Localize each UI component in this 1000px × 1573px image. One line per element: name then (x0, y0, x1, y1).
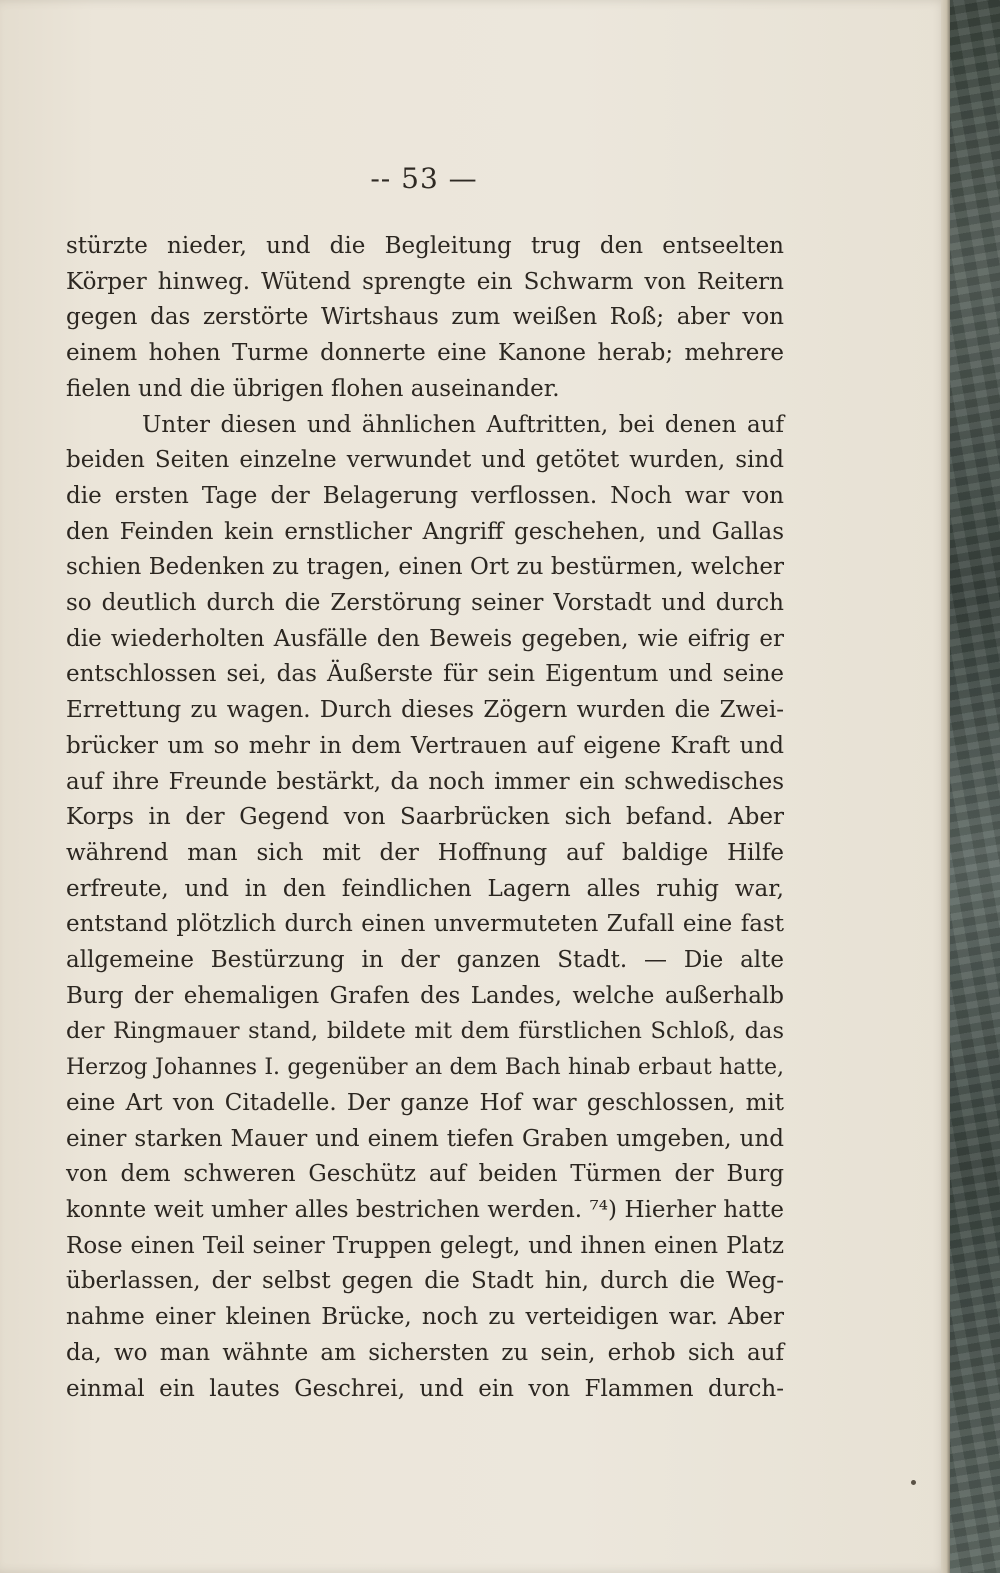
text-line: brücker um so mehr in dem Vertrauen auf eigene Kraft und (66, 732, 784, 759)
text-line: fielen und die übrigen flohen auseinander. (66, 375, 560, 402)
text-line: die ersten Tage der Belagerung verflossen. Noch war von (66, 482, 784, 509)
text-line: erfreute, und in den feindlichen Lagern alles ruhig war, (66, 875, 784, 902)
text-line: der Ringmauer stand, bildete mit dem fürstlichen Schloß, das (66, 1018, 784, 1045)
text-line: den Feinden kein ernstlicher Angriff geschehen, und Gallas (66, 518, 784, 545)
text-line: die wiederholten Ausfälle den Beweis gegeben, wie eifrig er (66, 625, 784, 652)
page-number: -- 53 — (370, 162, 478, 195)
text-line: Rose einen Teil seiner Truppen gelegt, und ihnen einen Platz (66, 1232, 784, 1259)
text-line: konnte weit umher alles bestrichen werden. ⁷⁴) Hierher hatte (66, 1196, 784, 1223)
text-line: nahme einer kleinen Brücke, noch zu verteidigen war. Aber (66, 1304, 784, 1331)
page-edge (941, 0, 950, 1573)
text-line: überlassen, der selbst gegen die Stadt hin, durch die Weg- (66, 1268, 784, 1295)
text-line: Unter diesen und ähnlichen Auftritten, bei denen auf (142, 411, 784, 438)
text-line: auf ihre Freunde bestärkt, da noch immer ein schwedisches (66, 768, 784, 795)
text-line: eine Art von Citadelle. Der ganze Hof war geschlossen, mit (66, 1089, 784, 1116)
text-line: gegen das zerstörte Wirtshaus zum weißen Roß; aber von (66, 304, 784, 331)
text-line: von dem schweren Geschütz auf beiden Türmen der Burg (66, 1161, 784, 1188)
text-line: da, wo man wähnte am sichersten zu sein, erhob sich auf (66, 1339, 784, 1366)
body-text (66, 229, 784, 1407)
paper-speck (911, 1480, 916, 1485)
text-line: Herzog Johannes I. gegenüber an dem Bach hinab erbaut hatte, (66, 1055, 784, 1081)
text-line: stürzte nieder, und die Begleitung trug den entseelten (66, 233, 784, 259)
text-line: während man sich mit der Hoffnung auf baldige Hilfe (66, 839, 784, 866)
text-line: beiden Seiten einzelne verwundet und getötet wurden, sind (66, 447, 784, 474)
text-line: einmal ein lautes Geschrei, und ein von Flammen durch- (66, 1375, 784, 1402)
text-line: so deutlich durch die Zerstörung seiner Vorstadt und durch (66, 590, 784, 617)
text-line: Korps in der Gegend von Saarbrücken sich befand. Aber (66, 804, 784, 831)
text-line: einer starken Mauer und einem tiefen Graben umgeben, und (66, 1125, 784, 1152)
text-line: entstand plötzlich durch einen unvermuteten Zufall eine fast (66, 911, 784, 938)
book-cover-marbled (950, 0, 1000, 1573)
text-line: Burg der ehemaligen Grafen des Landes, welche außerhalb (66, 982, 784, 1009)
text-line: schien Bedenken zu tragen, einen Ort zu bestürmen, welcher (66, 554, 784, 581)
text-line: allgemeine Bestürzung in der ganzen Stadt. — Die alte (66, 947, 784, 974)
text-line: Errettung zu wagen. Durch dieses Zögern wurden die Zwei- (66, 697, 784, 724)
text-line: entschlossen sei, das Äußerste für sein Eigentum und seine (66, 661, 784, 688)
text-line: Körper hinweg. Wütend sprengte ein Schwarm von Reitern (66, 268, 784, 295)
text-line: einem hohen Turme donnerte eine Kanone herab; mehrere (66, 340, 784, 367)
